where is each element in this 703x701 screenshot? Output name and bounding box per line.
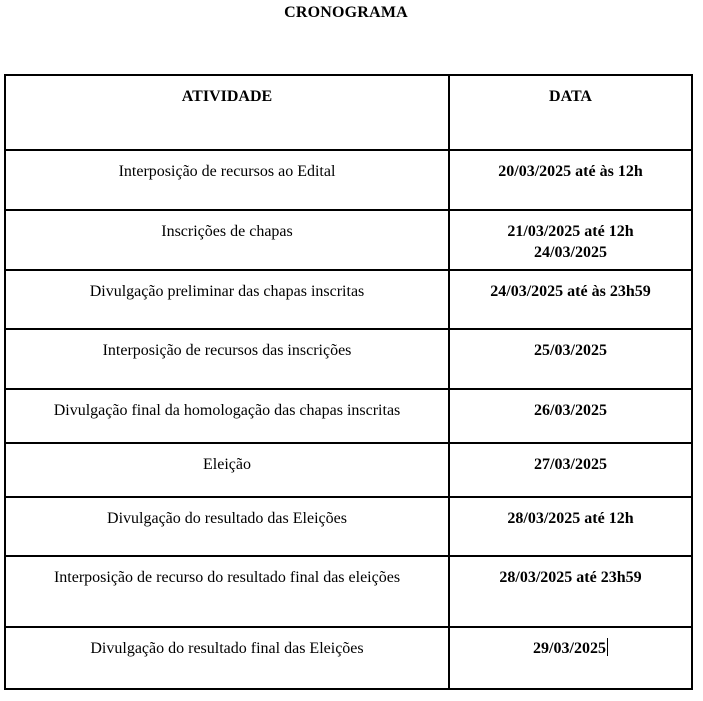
activity-cell: Inscrições de chapas [5, 210, 449, 270]
date-cell: 25/03/2025 [449, 329, 692, 389]
table-row [5, 210, 692, 270]
date-cell: 21/03/2025 até 12h 24/03/2025 [449, 210, 692, 270]
activity-cell: Eleição [5, 443, 449, 497]
header-activity: ATIVIDADE [5, 75, 449, 150]
text-cursor [607, 638, 608, 656]
activity-cell: Interposição de recursos das inscrições [5, 329, 449, 389]
table-header-row [5, 75, 692, 150]
date-cell: 27/03/2025 [449, 443, 692, 497]
header-date: DATA [449, 75, 692, 150]
table-row [5, 389, 692, 443]
date-cell: 20/03/2025 até às 12h [449, 150, 692, 210]
activity-cell: Interposição de recurso do resultado final das eleições [5, 556, 449, 627]
table-row [5, 329, 692, 389]
activity-cell: Divulgação final da homologação das chapas inscritas [5, 389, 449, 443]
table-row [5, 627, 692, 689]
document-title: CRONOGRAMA [284, 4, 408, 21]
table-row [5, 556, 692, 627]
table-row [5, 270, 692, 329]
date-cell: 29/03/2025 [449, 627, 692, 689]
date-cell: 28/03/2025 até 23h59 [449, 556, 692, 627]
table-row [5, 150, 692, 210]
activity-cell: Divulgação do resultado final das Eleições [5, 627, 449, 689]
date-cell: 28/03/2025 até 12h [449, 497, 692, 556]
date-cell: 26/03/2025 [449, 389, 692, 443]
activity-cell: Interposição de recursos ao Edital [5, 150, 449, 210]
activity-cell: Divulgação preliminar das chapas inscritas [5, 270, 449, 329]
table-row [5, 443, 692, 497]
date-cell: 24/03/2025 até às 23h59 [449, 270, 692, 329]
table-row [5, 497, 692, 556]
schedule-table [4, 74, 693, 690]
activity-cell: Divulgação do resultado das Eleições [5, 497, 449, 556]
